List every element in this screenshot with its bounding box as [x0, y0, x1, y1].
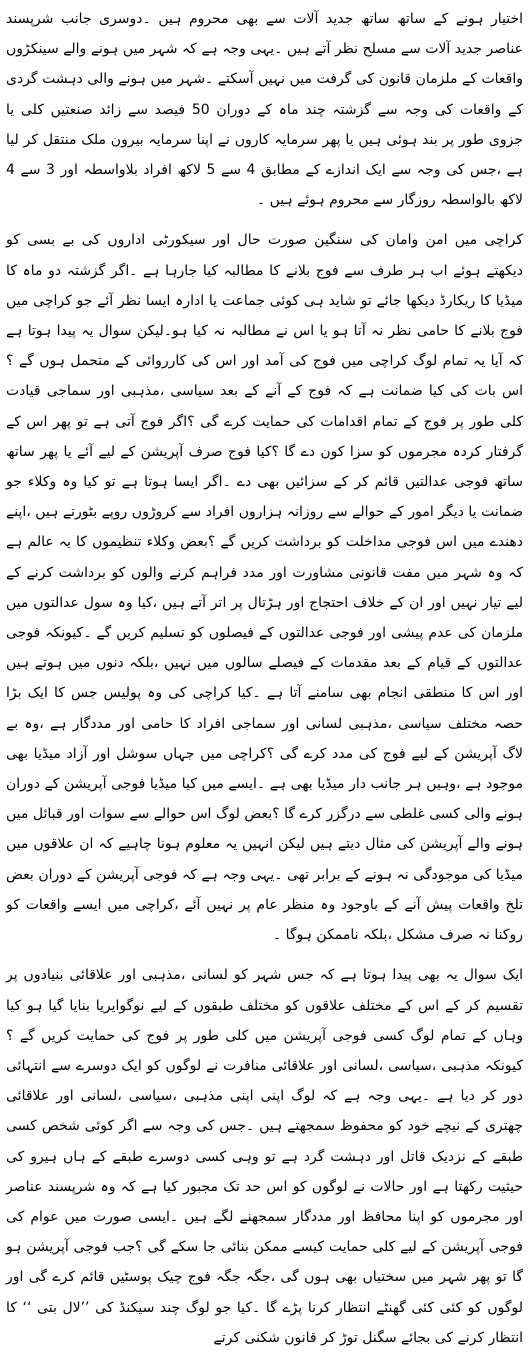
- article-paragraph-1: اختیار ہونے کے ساتھ ساتھ جدید آلات سے بھی محروم ہیں ۔دوسری جانب شرپسند عناصر جدید آلات سے مسلح نظر آتے ہیں ۔یہی وجہ ہے کہ شہر میں ہونے والے سینکڑوں واقعات کے ملزمان قانون کی گرفت میں نہیں آسکتے ۔شہر میں ہونے والی دہشت گردی کے واقعات کی وجہ سے گزشتہ چند ماہ کے دوران 50 فیصد سے زائد صنعتیں کلی یا جزوی طور پر بند ہوئی ہیں یا پھر سرمایہ کاروں نے اپنا سرمایہ بیرون ملک منتقل کر لیا ہے ،جس کی وجہ سے ایک اندازے کے مطابق 4 سے 5 لاکھ افراد بلاواسطہ اور 3 سے 4 لاکھ بالواسطہ روزگار سے محروم ہوئے ہیں ۔: [6, 11, 524, 209]
- article-paragraph-2: کراچی میں امن وامان کی سنگین صورت حال اور سیکورٹی اداروں کی بے بسی کو دیکھتے ہوئے اب ہر طرف سے فوج بلانے کا مطالبہ کیا جارہا ہے ۔اگر گزشتہ دو ماہ کا میڈیا کا ریکارڈ دیکھا جائے تو شاید ہی کوئی جماعت یا ادارہ ایسا نظر آئے جو کراچی میں فوج بلانے کا حامی نظر نہ آتا ہو یا اس نے مطالبہ نہ کیا ہو۔لیکن سوال یہ پیدا ہوتا ہے کہ آیا یہ تمام لوگ کراچی میں فوج کی آمد اور اس کی کارروائی کے متحمل ہوں گے ؟اس بات کی کیا ضمانت ہے کہ فوج کے آنے کے بعد سیاسی ،مذہبی اور سماجی قیادت کلی طور پر فوج کے تمام اقدامات کی حمایت کرے گی ؟اگر فوج آتی ہے تو پھر اس کے گرفتار کردہ مجرموں کو سزا کون دے گا ؟کیا فوج صرف آپریشن کے لیے آئے یا پھر ساتھ ساتھ فوجی عدالتیں قائم کر کے سزائیں بھی دے ۔اگر ایسا ہوتا ہے تو کیا وہ وکلاء جو ضمانت یا دیگر امور کے حوالے سے روزانہ ہزاروں افراد سے کروڑوں روپے بٹورتے ہیں ،اپنے دھندے میں اس فوجی مداخلت کو برداشت کریں گے ؟بعض وکلاء تنظیموں کا یہ عالم ہے کہ وہ شہر میں مفت قانونی مشاورت اور مدد فراہم کرنے والوں کو برداشت کرنے کے لیے تیار نہیں اور ان کے خلاف احتجاج اور ہڑتال پر اتر آتے ہیں ،کیا وہ سول عدالتوں میں ملزمان کی عدم پیشی اور فوجی عدالتوں کے فیصلوں کو تسلیم کریں گے ۔کیونکہ فوجی عدالتوں کے قیام کے بعد مقدمات کے فیصلے سالوں میں نہیں ،بلکہ دنوں میں ہوتے ہیں اور اس کا منطقی انجام بھی سامنے آتا ہے ۔کیا کراچی کی وہ پولیس جس کا ایک بڑا حصہ مختلف سیاسی ،مذہبی لسانی اور سماجی افراد کا حامی اور مددگار ہے ،وہ بے لاگ آپریشن کے لیے فوج کی مدد کرے گی ؟کراچی میں جہاں سوشل اور آزاد میڈیا بھی موجود ہے ،وہیں ہر جانب دار میڈیا بھی ہے ۔ایسے میں کیا میڈیا فوجی آپریشن کے دوران ہونے والی کسی غلطی سے درگزر کرے گا ؟بعض لوگ اس حوالے سے سوات اور قبائل میں ہونے والے آپریشن کی مثال دیتے ہیں لیکن انہیں یہ معلوم ہونا چاہیے کہ ان علاقوں میں میڈیا کی موجودگی نہ ہونے کے برابر تھی ۔یہی وجہ ہے کہ فوجی آپریشن کے دوران بعض تلخ واقعات پیش آنے کے باوجود وہ منظر عام پر نہیں آئے ،کراچی میں ایسے واقعات کو روکنا نہ صرف مشکل ،بلکہ ناممکن ہوگا ۔: [6, 232, 523, 944]
- paragraph-spacer: [6, 950, 523, 960]
- article-paragraph-3: ایک سوال یہ بھی پیدا ہوتا ہے کہ جس شہر کو لسانی ،مذہبی اور علاقائی بنیادوں پر تقسیم کر کے اس کے مختلف علاقوں کو مختلف طبقوں کے لیے نوگوایریا بنایا گیا ہو کیا وہاں کے تمام لوگ کسی فوجی آپریشن میں کلی طور پر فوج کی حمایت کریں گے ؟کیونکہ مذہبی ،سیاسی ،لسانی اور علاقائی منافرت نے لوگوں کو ایک دوسرے سے انتہائی دور کر دیا ہے ۔یہی وجہ ہے کہ لوگ اپنی اپنی مذہبی ،سیاسی ،لسانی اور علاقائی چھتری کے نیچے خود کو محفوظ سمجھتے ہیں ۔جس کی وجہ سے اگر کوئی شخص کسی طبقے کے نزدیک قاتل اور دہشت گرد ہے تو وہی کسی دوسرے طبقے کے ہاں ہیرو کی حیثیت رکھتا ہے اور حالات نے لوگوں کو اس حد تک مجبور کیا ہے کہ وہ شرپسند عناصر اور مجرموں کو اپنا محافظ اور مددگار سمجھنے لگے ہیں ۔ایسی صورت میں عوام کی فوجی آپریشن کے لیے کلی حمایت کیسے ممکن بنائی جا سکے گی ؟جب فوجی آپریشن ہو گا تو پھر شہر میں سختیاں بھی ہوں گی ،جگہ جگہ فوج چیک پوسٹیں قائم کرے گی اور لوگوں کو کئی کئی گھنٹے انتظار کرنا پڑے گا ۔کیا جو لوگ چند سیکنڈ کی ’’لال بتی ‘‘ کا انتظار کرنے کی بجائے سگنل توڑ کر قانون شکنی کرتے: [6, 967, 523, 1346]
- paragraph-spacer: [6, 215, 523, 225]
